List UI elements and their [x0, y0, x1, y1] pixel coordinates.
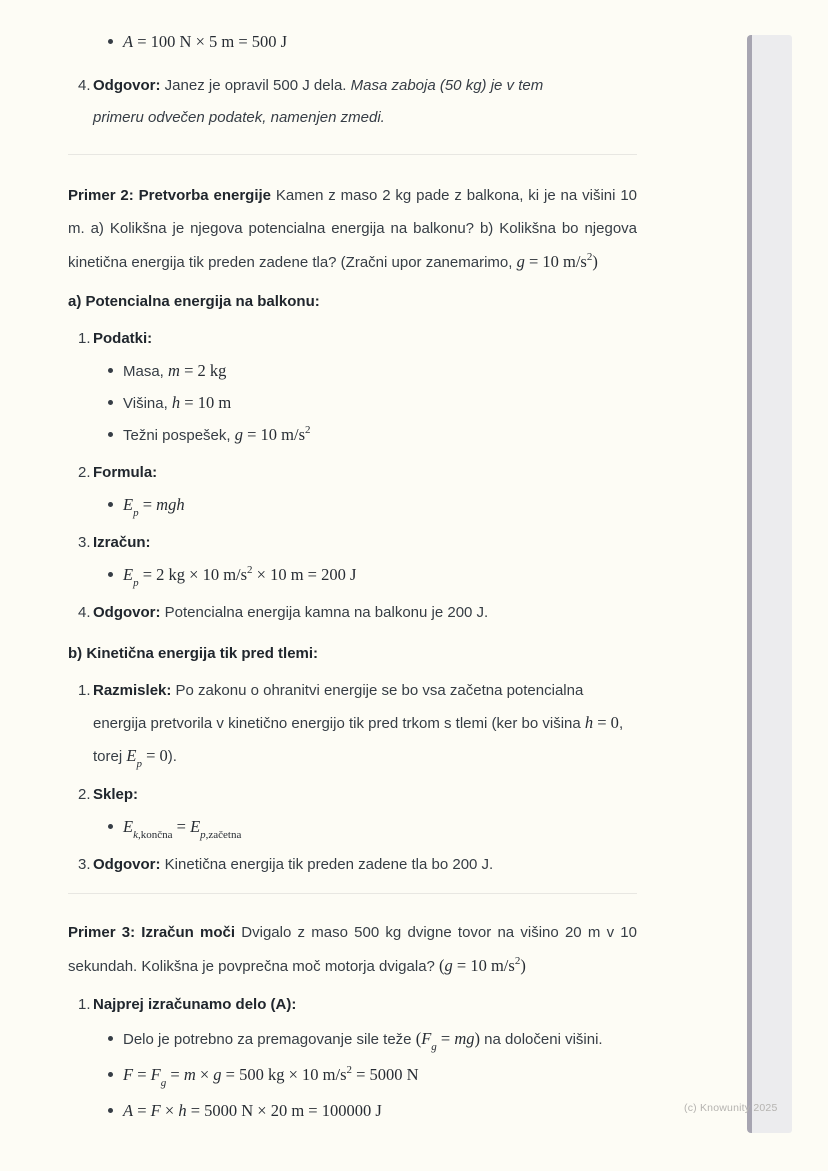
math-eq: = [436, 1029, 455, 1048]
formula [126, 746, 168, 771]
math-var: E [123, 495, 134, 514]
formula [168, 361, 226, 380]
math-sub2 [200, 829, 241, 841]
item-text [93, 70, 637, 134]
formula [517, 252, 598, 271]
math-eq: = [133, 1101, 151, 1120]
item-number: 1. [78, 330, 91, 347]
numbered-item [78, 70, 637, 134]
bullet-icon [108, 824, 113, 829]
formula [123, 1101, 382, 1120]
item-number: 1. [78, 996, 91, 1013]
math-rest: = 2 kg [179, 361, 227, 380]
razmislek-text: Po zakonu o ohranitvi energije se bo vsa začetna potencialna energija pretvorila v kinetično energijo tik pred trkom s tlemi (ker bo višina [93, 682, 585, 732]
math-sub-word: ,začetna [205, 829, 242, 842]
numbered-item [78, 779, 637, 811]
bullet-item [108, 387, 637, 419]
math-var: h [584, 713, 594, 732]
math-rest: = 500 kg × 10 m/s [221, 1065, 347, 1084]
divider [68, 154, 637, 155]
item-number: 2. [78, 464, 91, 481]
math-var: E [126, 746, 137, 765]
math-times: × [160, 1101, 179, 1120]
item-text [93, 675, 637, 773]
bullet-item [108, 811, 637, 843]
item-number: 1. [78, 682, 91, 699]
math-close: ) [592, 252, 598, 271]
math-sub [136, 758, 142, 770]
answer-text: Potencialna energija kamna na balkonu je 200 J. [160, 604, 489, 621]
math-var3: m [183, 1065, 196, 1084]
math-rest: = 10 m [180, 393, 232, 412]
item-text [93, 597, 637, 629]
bullet-item [108, 489, 637, 521]
item-text [93, 989, 637, 1021]
item-label: Formula: [93, 464, 158, 481]
bullet-text [123, 419, 637, 451]
item-text [93, 779, 637, 811]
math-rest: = 5000 N × 20 m = 100000 J [186, 1101, 382, 1120]
math-sup: 2 [346, 1063, 352, 1076]
math-var: h [171, 393, 181, 412]
primer3-title: Primer 3: Izračun moči [68, 924, 236, 941]
item-text [93, 527, 637, 559]
numbered-item [78, 323, 637, 355]
item-label: Najprej izračunamo delo (A): [93, 996, 297, 1013]
item-label: Podatki: [93, 330, 153, 347]
item-text [93, 849, 637, 881]
math-sub-var: p [133, 577, 139, 590]
bullet-label: Masa, [123, 363, 169, 380]
numbered-item [78, 989, 637, 1021]
math-var2: F [150, 1101, 161, 1120]
formula [172, 393, 231, 412]
item-number: 3. [78, 856, 91, 873]
math-rest: = 10 m/s [524, 252, 587, 271]
item-number: 4. [78, 77, 91, 94]
math-eq: = [138, 495, 157, 514]
math-sup: 2 [514, 954, 521, 967]
math-sub-var: k [133, 829, 138, 842]
primer2-text: Kamen z maso 2 kg pade z balkona, ki je na višini 10 m. a) Kolikšna je njegova potencialna energija na balkonu? b) Kolikšna bo njegova kinetična energija tik preden zadene tla? (Zračni upor zanemarimo, [68, 187, 637, 271]
math-rparen: ) [520, 956, 526, 975]
item-text [93, 323, 637, 355]
math-var: E [123, 565, 134, 584]
bullet-item [108, 1057, 637, 1093]
bullet-label: Delo je potrebno za premagovanje sile teže [123, 1031, 416, 1048]
math-sup: 2 [305, 423, 311, 436]
math-rest: = 0 [141, 746, 168, 765]
bullet-item [108, 355, 637, 387]
math-var: A [123, 1101, 134, 1120]
math-sub-var: p [133, 507, 139, 520]
numbered-item [78, 597, 637, 629]
math-expr: mg [454, 1029, 475, 1048]
math-var2: E [190, 817, 201, 836]
math-var2: F [150, 1065, 161, 1084]
primer3-text: Dvigalo z maso 500 kg dvigne tovor na višino 20 m v 10 sekundah. Kolikšna je povprečna moč motorja dvigala? [68, 924, 637, 975]
section-a-heading: a) Potencialna energija na balkonu: [68, 293, 320, 310]
math-rest2: = 5000 N [352, 1065, 419, 1084]
formula [123, 1063, 419, 1090]
math-var3: h [178, 1101, 187, 1120]
math-sub [133, 577, 139, 589]
bullet-item [108, 559, 637, 591]
bullet-label-end: na določeni višini. [480, 1031, 603, 1048]
bullet-text [123, 811, 637, 843]
formula [123, 32, 287, 51]
formula [235, 425, 311, 444]
math-sub-var: p [136, 758, 142, 771]
bullet-text [123, 387, 637, 419]
item-label: Razmislek: [93, 682, 172, 699]
scrollbar[interactable] [747, 35, 792, 1133]
item-label: Odgovor: [93, 856, 161, 873]
formula [585, 713, 619, 732]
math-var: g [516, 252, 525, 271]
item-number: 3. [78, 534, 91, 551]
bullet-item [108, 419, 637, 451]
math-sub-var: g [160, 1077, 167, 1090]
math-rest2: × 10 m = 200 J [252, 565, 357, 584]
bullet-item [108, 1093, 637, 1129]
answer-text: Janez je opravil 500 J dela. [160, 77, 351, 94]
math-sup: 2 [586, 250, 593, 263]
bullet-icon [108, 1072, 113, 1077]
bullet-icon [108, 368, 113, 373]
math-rparen: ) [474, 1029, 481, 1048]
math-rest: = 100 N × 5 m = 500 J [133, 32, 288, 51]
primer2-title: Primer 2: Pretvorba energije [68, 187, 272, 204]
item-number: 4. [78, 604, 91, 621]
bullet-text [123, 26, 637, 58]
divider [68, 893, 637, 894]
close-text: ). [167, 748, 177, 765]
math-var: F [123, 1065, 134, 1084]
bullet-icon [108, 572, 113, 577]
math-var: g [234, 425, 243, 444]
math-sub [133, 829, 172, 841]
math-eq2: = [166, 1065, 184, 1084]
primer3-intro-paragraph [68, 916, 637, 983]
math-var: F [421, 1029, 432, 1048]
bullet-label: Težni pospešek, [123, 427, 235, 444]
answer-text: Kinetična energija tik preden zadene tla bo 200 J. [160, 856, 494, 873]
item-text [93, 457, 637, 489]
bullet-text [123, 489, 637, 521]
math-eq: = [133, 1065, 151, 1084]
mid-text: , torej [93, 715, 624, 765]
math-sub [161, 1077, 167, 1089]
math-rest: = 0 [593, 713, 619, 732]
numbered-item [78, 675, 637, 773]
math-sub [431, 1041, 437, 1053]
bullet-icon [108, 432, 113, 437]
bullet-text [123, 1093, 637, 1129]
math-var: A [123, 32, 134, 51]
math-rest: = 10 m/s [452, 956, 515, 975]
formula [415, 1029, 481, 1054]
math-rest: = 10 m/s [242, 425, 306, 444]
math-lparen: ( [415, 1029, 422, 1048]
primer2-intro-paragraph [68, 179, 637, 279]
formula [439, 956, 526, 975]
primer3-steps [68, 989, 637, 1129]
answer-note-line2: primeru odvečen podatek, namenjen zmedi. [93, 109, 385, 126]
math-rest: = 2 kg × 10 m/s [138, 565, 248, 584]
formula [123, 817, 242, 842]
math-expr: mgh [156, 495, 185, 514]
bullet-icon [108, 1108, 113, 1113]
item-label: Odgovor: [93, 604, 161, 621]
math-sub-var: g [431, 1041, 437, 1054]
formula [123, 495, 185, 520]
content-column [68, 0, 637, 1129]
answer-note-line1: Masa zaboja (50 kg) je v tem [350, 77, 544, 94]
bullet-item [108, 1021, 637, 1057]
watermark: (c) Knowunity 2025 [684, 1102, 778, 1114]
bullet-text [123, 559, 637, 591]
bullet-text [123, 355, 637, 387]
bullet-icon [108, 502, 113, 507]
math-sub-var: p [200, 829, 206, 842]
item-label: Odgovor: [93, 77, 161, 94]
math-var: E [123, 817, 134, 836]
math-var: g [444, 956, 453, 975]
scrollbar-thumb[interactable] [747, 35, 752, 1133]
math-lparen: ( [439, 956, 445, 975]
math-var4: g [213, 1065, 222, 1084]
bullet-icon [108, 39, 113, 44]
math-var: m [168, 361, 180, 380]
item-label: Izračun: [93, 534, 151, 551]
bullet-icon [108, 1036, 113, 1041]
math-eq: = [172, 817, 191, 836]
item-number: 2. [78, 786, 91, 803]
numbered-item [78, 457, 637, 489]
math-sub [133, 507, 139, 519]
item-label: Sklep: [93, 786, 139, 803]
math-sup: 2 [247, 563, 253, 576]
formula [123, 563, 357, 590]
bullet-text [123, 1021, 637, 1057]
numbered-item [78, 849, 637, 881]
bullet-text [123, 1057, 637, 1093]
numbered-item [78, 527, 637, 559]
section-b-heading: b) Kinetična energija tik pred tlemi: [68, 645, 319, 662]
math-sub-word: ,končna [137, 829, 173, 842]
math-times: × [195, 1065, 214, 1084]
bullet-icon [108, 400, 113, 405]
bullet-label: Višina, [123, 395, 172, 412]
bullet-item [108, 26, 637, 58]
